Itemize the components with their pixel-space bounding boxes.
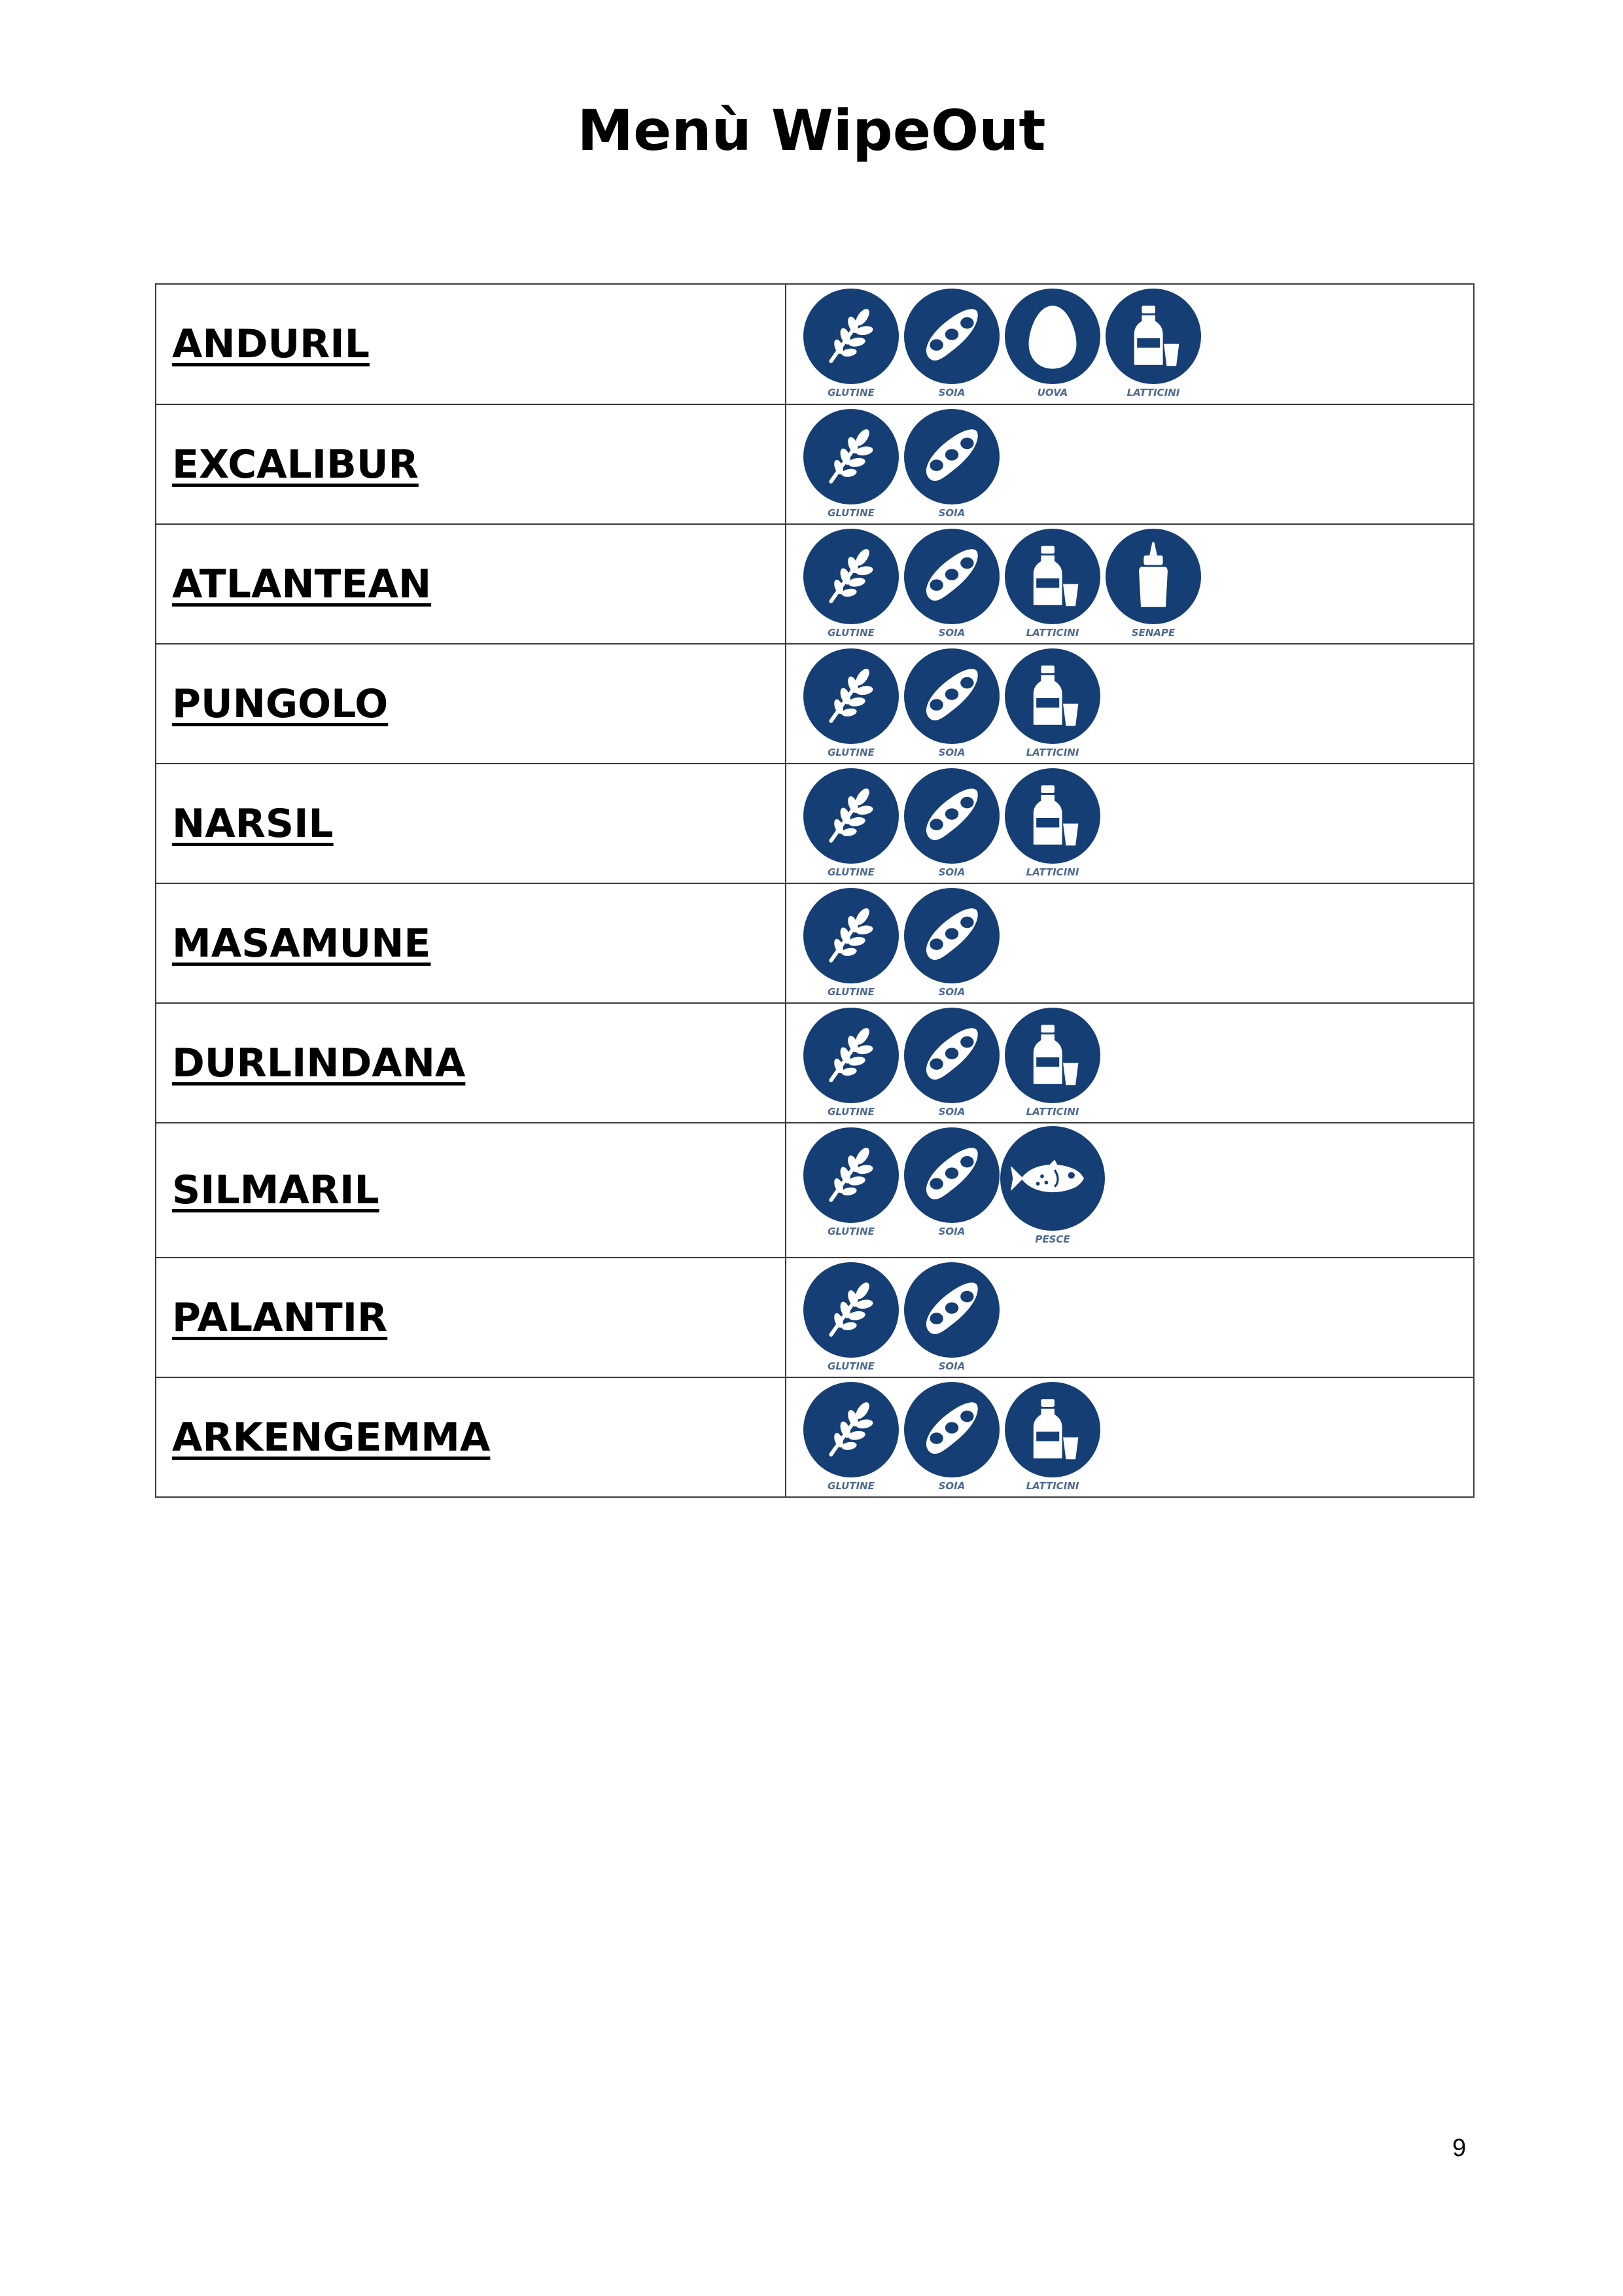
allergen-label: UOVA: [1037, 387, 1068, 398]
wheat-icon: [803, 409, 899, 504]
allergen-list: [801, 887, 1002, 1002]
allergen-badge: [1103, 527, 1204, 643]
wheat-icon: [803, 888, 899, 983]
allergen-label: PESCE: [1035, 1233, 1070, 1245]
dish-name-cell: [156, 1258, 786, 1377]
allergen-list: [801, 527, 1204, 643]
allergen-badge: [901, 887, 1002, 1002]
menu-row: [156, 1258, 1474, 1377]
allergen-label: LATTICINI: [1026, 747, 1079, 758]
allergen-badge: [1002, 1006, 1103, 1122]
dish-name: EXCALIBUR: [172, 441, 419, 487]
allergen-list: [801, 287, 1204, 402]
soy-bean-icon: [904, 888, 1000, 983]
dish-name: NARSIL: [172, 800, 334, 847]
allergen-badge: [1002, 1126, 1103, 1245]
allergen-label: LATTICINI: [1026, 1480, 1079, 1492]
allergen-cell: [786, 404, 1474, 524]
allergen-label: GLUTINE: [828, 507, 875, 519]
soy-bean-icon: [904, 1008, 1000, 1103]
soy-bean-icon: [904, 768, 1000, 864]
milk-bottle-icon: [1005, 768, 1100, 864]
allergen-cell: [786, 1377, 1474, 1497]
allergen-badge: [901, 287, 1002, 402]
wheat-icon: [803, 1127, 899, 1223]
allergen-label: SOIA: [938, 1106, 966, 1118]
dish-name-cell: [156, 1123, 786, 1258]
allergen-list: [801, 1381, 1103, 1496]
allergen-badge: [901, 1126, 1002, 1241]
page-number: 9: [1452, 2134, 1467, 2162]
menu-row: [156, 644, 1474, 764]
allergen-cell: [786, 764, 1474, 883]
dish-name-cell: [156, 524, 786, 644]
milk-bottle-icon: [1005, 1008, 1100, 1103]
milk-bottle-icon: [1005, 529, 1100, 624]
allergen-badge: [801, 1381, 901, 1496]
allergen-badge: [901, 1006, 1002, 1122]
allergen-cell: [786, 883, 1474, 1003]
soy-bean-icon: [904, 1382, 1000, 1477]
milk-bottle-icon: [1005, 648, 1100, 744]
allergen-label: SENAPE: [1131, 627, 1176, 639]
wheat-icon: [803, 1262, 899, 1358]
allergen-badge: [801, 647, 901, 762]
allergen-badge: [801, 287, 901, 402]
allergen-label: GLUTINE: [828, 627, 875, 639]
menu-row: [156, 883, 1474, 1003]
allergen-list: [801, 767, 1103, 882]
menu-row: [156, 764, 1474, 883]
menu-row: [156, 404, 1474, 524]
allergen-badge: [801, 767, 901, 882]
allergen-badge: [901, 1261, 1002, 1376]
allergen-label: GLUTINE: [828, 1106, 875, 1118]
allergen-cell: [786, 284, 1474, 404]
allergen-label: LATTICINI: [1026, 866, 1079, 878]
allergen-list: [801, 1261, 1002, 1376]
allergen-badge: [901, 1381, 1002, 1496]
allergen-badge: [901, 408, 1002, 523]
allergen-badge: [901, 527, 1002, 643]
allergen-list: [801, 647, 1103, 762]
menu-table: [155, 283, 1475, 1498]
mustard-bottle-icon: [1106, 529, 1201, 624]
wheat-icon: [803, 648, 899, 744]
allergen-badge: [1002, 527, 1103, 643]
allergen-badge: [1002, 647, 1103, 762]
wheat-icon: [803, 1382, 899, 1477]
wheat-icon: [803, 1008, 899, 1103]
egg-icon: [1005, 289, 1100, 384]
dish-name: DURLINDANA: [172, 1040, 466, 1086]
dish-name-cell: [156, 284, 786, 404]
allergen-label: SOIA: [938, 507, 966, 519]
allergen-label: GLUTINE: [828, 1480, 875, 1492]
menu-row: [156, 524, 1474, 644]
allergen-label: SOIA: [938, 387, 966, 398]
allergen-label: LATTICINI: [1126, 387, 1180, 398]
menu-row: [156, 1377, 1474, 1497]
dish-name-cell: [156, 883, 786, 1003]
soy-bean-icon: [904, 529, 1000, 624]
soy-bean-icon: [904, 1127, 1000, 1223]
allergen-badge: [801, 1126, 901, 1241]
allergen-list: [801, 408, 1002, 523]
allergen-label: GLUTINE: [828, 1226, 875, 1237]
allergen-label: GLUTINE: [828, 1360, 875, 1372]
soy-bean-icon: [904, 289, 1000, 384]
allergen-badge: [901, 647, 1002, 762]
allergen-badge: [901, 767, 1002, 882]
dish-name: SILMARIL: [172, 1167, 379, 1213]
dish-name: ATLANTEAN: [172, 561, 432, 607]
menu-table-body: [156, 284, 1474, 1497]
milk-bottle-icon: [1106, 289, 1201, 384]
menu-row: [156, 284, 1474, 404]
allergen-badge: [1002, 767, 1103, 882]
dish-name-cell: [156, 764, 786, 883]
allergen-cell: [786, 644, 1474, 764]
allergen-cell: [786, 1003, 1474, 1123]
dish-name-cell: [156, 404, 786, 524]
allergen-label: GLUTINE: [828, 747, 875, 758]
dish-name-cell: [156, 644, 786, 764]
menu-row: [156, 1123, 1474, 1258]
allergen-list: [801, 1126, 1103, 1245]
wheat-icon: [803, 529, 899, 624]
allergen-badge: [801, 1006, 901, 1122]
page-title: Menù WipeOut: [577, 98, 1046, 164]
allergen-cell: [786, 524, 1474, 644]
wheat-icon: [803, 768, 899, 864]
soy-bean-icon: [904, 409, 1000, 504]
allergen-badge: [801, 887, 901, 1002]
allergen-label: SOIA: [938, 1360, 966, 1372]
dish-name: PUNGOLO: [172, 680, 389, 727]
allergen-cell: [786, 1258, 1474, 1377]
allergen-label: SOIA: [938, 627, 966, 639]
allergen-label: GLUTINE: [828, 387, 875, 398]
soy-bean-icon: [904, 648, 1000, 744]
allergen-badge: [1103, 287, 1204, 402]
allergen-badge: [801, 527, 901, 643]
milk-bottle-icon: [1005, 1382, 1100, 1477]
allergen-label: GLUTINE: [828, 986, 875, 998]
dish-name-cell: [156, 1003, 786, 1123]
allergen-list: [801, 1006, 1103, 1122]
allergen-badge: [1002, 1381, 1103, 1496]
allergen-label: LATTICINI: [1026, 627, 1079, 639]
allergen-cell: [786, 1123, 1474, 1258]
wheat-icon: [803, 289, 899, 384]
dish-name-cell: [156, 1377, 786, 1497]
allergen-label: LATTICINI: [1026, 1106, 1079, 1118]
dish-name: MASAMUNE: [172, 920, 431, 966]
dish-name: PALANTIR: [172, 1294, 388, 1341]
menu-row: [156, 1003, 1474, 1123]
allergen-badge: [1002, 287, 1103, 402]
allergen-label: SOIA: [938, 1480, 966, 1492]
allergen-label: SOIA: [938, 866, 966, 878]
allergen-label: SOIA: [938, 747, 966, 758]
allergen-label: GLUTINE: [828, 866, 875, 878]
allergen-label: SOIA: [938, 1226, 966, 1237]
allergen-badge: [801, 408, 901, 523]
allergen-label: SOIA: [938, 986, 966, 998]
allergen-badge: [801, 1261, 901, 1376]
fish-icon: [1000, 1126, 1105, 1231]
soy-bean-icon: [904, 1262, 1000, 1358]
dish-name: ANDURIL: [172, 321, 370, 367]
dish-name: ARKENGEMMA: [172, 1414, 491, 1460]
